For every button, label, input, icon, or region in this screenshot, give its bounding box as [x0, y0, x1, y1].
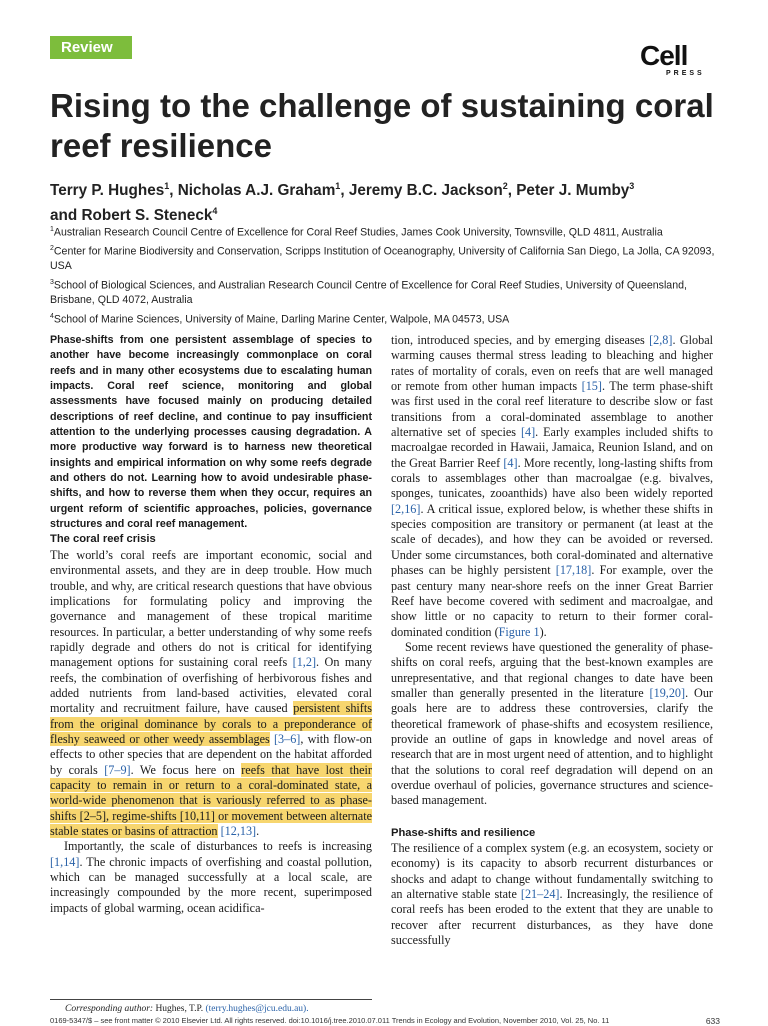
corresponding-name: Hughes, T.P.: [155, 1004, 204, 1014]
text-run: . The chronic impacts of overfishing and coastal pollution, which can be managed successfully at a local scale, are increasingly compounded by the more recent, superimposed impacts of global warming, ocean acidifica-: [50, 854, 372, 915]
author-affil-mark: 1: [335, 181, 341, 191]
citation-link[interactable]: [7–9]: [104, 762, 131, 777]
affiliation: [50, 309, 730, 328]
affiliation-text: School of Marine Sciences, University of Maine, Darling Marine Center, Walpole, MA 04573, USA: [53, 313, 510, 326]
logo-subtext: PRESS: [666, 70, 705, 77]
affiliation-text: Australian Research Council Centre of Excellence for Coral Reef Studies, James Cook University, Townsville, QLD 4811, Australia: [53, 226, 663, 239]
text-run: . More recently, long-lasting shifts from corals to assemblages other than macroalgae (e.g. bivalves, sponges, tunicates, zooanthids) have also been widely reported: [391, 455, 713, 501]
corresponding-label: Corresponding author:: [65, 1004, 154, 1014]
citation-link[interactable]: [4]: [503, 455, 518, 470]
affiliation-text: Center for Marine Biodiversity and Conservation, Scripps Institution of Oceanography, University of California San Diego, La Jolla, CA 92093, USA: [50, 245, 715, 273]
paragraph: [391, 640, 713, 809]
left-column: [50, 333, 372, 916]
text-run: . On many reefs, the combination of overfishing of herbivorous fishes and added nutrients from land-based activities, elevated coral mortality and recruitment failure, have caused: [50, 655, 372, 716]
text-run: . Global warming causes thermal stress leading to bleaching and higher rates of mortality of corals, even on reefs that are well managed or remote from other human impacts: [391, 333, 714, 394]
text-run: . The term phase-shift was first used in the coral reef literature to describe slow or fast transitions from a coral-dominated assemblage to another alternative set of species: [391, 379, 713, 440]
author-name: Jeremy B.C. Jackson: [348, 182, 503, 200]
highlighted-text: persistent shifts from the original dominance by corals to a preponderance of fleshy seaweed or other weedy assemblages: [50, 701, 372, 746]
paragraph: [391, 841, 713, 948]
citation-link[interactable]: [15]: [581, 379, 602, 394]
paragraph: [50, 839, 372, 916]
citation-link[interactable]: [19,20]: [649, 685, 686, 700]
text-run: .: [256, 824, 260, 838]
footnote-divider: [50, 999, 372, 1000]
affiliation: [50, 222, 730, 241]
text-run: . Early examples included shifts to macroalgae recorded in Hawaii, Jamaica, Reunion Island, and on the Great Barrier Reef: [391, 425, 713, 470]
paragraph: [391, 333, 713, 640]
text-run: tion, introduced species, and by emerging diseases: [391, 333, 650, 347]
citation-link[interactable]: [3–6]: [273, 731, 301, 746]
author-affil-mark: 3: [629, 181, 635, 191]
citation-link[interactable]: [4]: [520, 425, 536, 440]
text-run: The resilience of a complex system (e.g. an ecosystem, society or economy) is its capacity to absorb recurrent disturbances or shocks and adapt to change without fundamentally switching to an alternative stable state: [391, 841, 713, 902]
corresponding-author: [65, 1004, 309, 1014]
affiliation-number: 4: [50, 312, 54, 320]
citation-link[interactable]: [12,13]: [220, 824, 257, 838]
text-run: . Increasingly, the resilience of coral reefs has been eroded to the extent that they are unable to recover after recurrent disturbances, as they have done successfully: [391, 887, 713, 948]
abstract: Phase-shifts from one persistent assemblage of species to another have become increasingly commonplace on coral reefs and in many other ecosystems due to escalating human impacts. Coral reef science, monitoring and global assessments have focused mainly on producing detailed descriptions of reef decline, and continue to pay insufficient attention to the underlying processes causing degradation. A more productive way forward is to harness new theoretical insights and empirical information on why some reefs degrade and others do not. Learning how to avoid undesirable phase-shifts, and how to reverse them when they occur, requires an urgent reform of scientific approaches, policies, governance structures and coral reef management.: [50, 334, 372, 531]
citation-link[interactable]: [2,16]: [391, 501, 421, 516]
text-run: The world’s coral reefs are important economic, social and environmental assets, and they are in deep trouble. How much trouble, and why, are critical research questions that have obvious implications for formulating policy and improving the governance and management of these tropical maritime resources. In particular, a better understanding of why some reefs rapidly degrade and others do not is critical for identifying management options for sustaining coral reefs: [50, 547, 372, 670]
author-name: Peter J. Mumby: [516, 182, 630, 200]
affiliation-number: 1: [50, 226, 54, 233]
cell-press-logo: [640, 42, 720, 76]
section-label: Review: [50, 36, 132, 59]
citation-link[interactable]: [17,18]: [555, 563, 592, 578]
author-affil-mark: 2: [502, 181, 508, 191]
author-name: Nicholas A.J. Graham: [177, 182, 336, 200]
citation-link[interactable]: [21–24]: [520, 887, 560, 902]
right-column: [391, 333, 713, 948]
article-title: Rising to the challenge of sustaining coral reef resilience: [50, 87, 714, 164]
page-number: 633: [705, 1016, 720, 1026]
affiliations: [50, 222, 730, 327]
author-affil-mark: 1: [164, 181, 170, 191]
section-heading-phase-shifts: Phase-shifts and resilience: [391, 826, 536, 839]
author-affil-mark: 4: [212, 206, 218, 217]
citation-link[interactable]: [2,8]: [649, 333, 673, 347]
text-run: ).: [539, 624, 547, 639]
section-heading-coral-reef-crisis: The coral reef crisis: [50, 533, 156, 546]
affiliation-number: 2: [50, 244, 54, 252]
text-run: . Our goals here are to address these controversies, clarify the theoretical framework of phase-shifts and ecosystem resilience, provide an outline of gaps in knowledge and novel areas of research that are in most urgent need of attention, and to highlight that the solutions to coral reef degradation will depend on an overdue overhaul of policies, governance structures and science-based management.: [391, 685, 713, 808]
corresponding-email-link[interactable]: (terry.hughes@jcu.edu.au).: [205, 1004, 309, 1014]
affiliation: [50, 241, 730, 275]
text-run: Some recent reviews have questioned the generality of phase-shifts on coral reefs, arguing that the best-known examples are unrepresentative, and that regional changes to date have been smaller than generally presented in the literature: [391, 639, 713, 700]
highlighted-text: reefs that have lost their capacity to remain in or return to a coral-dominated state, a world-wide phenomenon that is variously referred to as phase-shifts [2–5], regime-shifts [10,11] or movement between alternate stable states or basins of attraction: [50, 762, 372, 838]
citation-link[interactable]: [1,14]: [50, 854, 80, 869]
text-run: , with flow-on effects to other species that are dependent on the habitat afforded by corals: [50, 731, 372, 777]
citation-link[interactable]: Figure 1: [498, 624, 540, 639]
affiliation-text: School of Biological Sciences, and Australian Research Council Centre of Excellence for Coral Reef Studies, University of Queensland, Brisbane, QLD 4072, Australia: [50, 279, 687, 307]
text-run: Importantly, the scale of disturbances to reefs is increasing: [64, 839, 372, 854]
author-name: Robert S. Steneck: [81, 207, 213, 225]
text-run: . We focus here on: [130, 762, 242, 777]
author-name: Terry P. Hughes: [50, 182, 165, 200]
affiliation: [50, 275, 730, 309]
citation-link[interactable]: [1,2]: [292, 655, 317, 670]
text-run: . A critical issue, explored below, is whether these shifts in species composition are transitory or permanent (at least at the scale of decades), and how they can be avoided or reversed. Under some circumstances, both coral-dominated and alternative phases can be highly persistent: [391, 501, 713, 578]
footer-citation: 0169-5347/$ – see front matter © 2010 Elsevier Ltd. All rights reserved. doi:10.1016/j.tree.2010.07.011 Trends in Ecology and Evolution, November 2010, Vol. 25, No. 11: [50, 1016, 610, 1025]
text-run: . For example, over the past century many near-shore reefs on the inner Great Barrier Reef have become covered with sediment and macroalgae, and show little or no capacity to return to their former coral-dominated condition (: [391, 563, 713, 639]
logo-text: Cell: [640, 40, 688, 71]
paragraph: [50, 548, 372, 840]
affiliation-number: 3: [50, 278, 54, 286]
author-list: Terry P. Hughes$^1$, Nicholas A.J. Graham$^1$, Jeremy B.C. Jackson$^2$, Peter J. Mumby$^3$ and Robert S. Steneck$^4$: [50, 181, 635, 225]
